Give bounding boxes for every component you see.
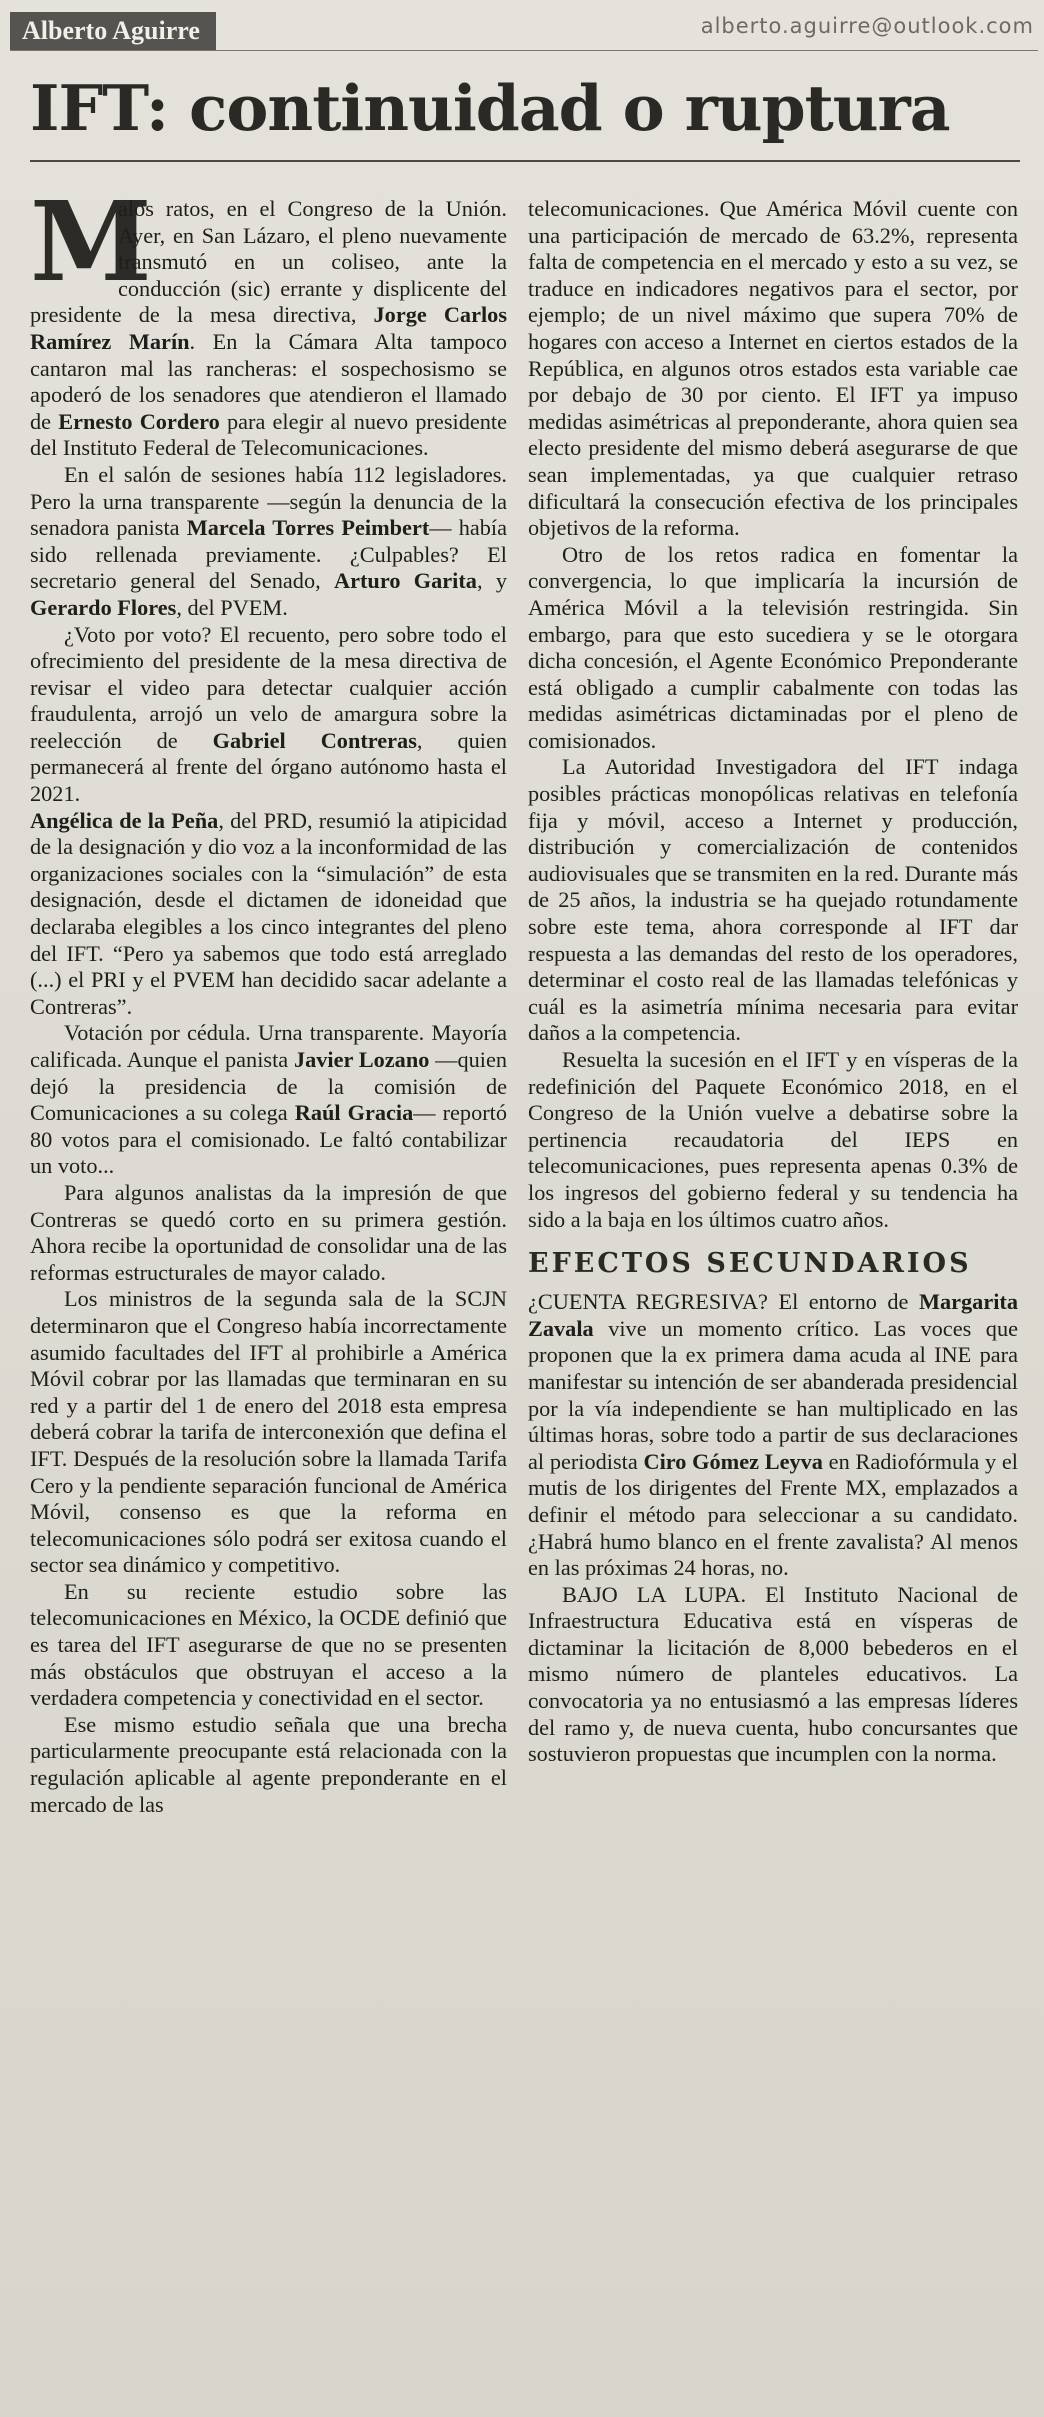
paragraph-15: BAJO LA LUPA. El Instituto Nacional de Infraestructura Educativa está en vísperas de dictaminar la licitación de 8,000 bebederos en el mismo número de planteles educativos. La convocatoria ya no entusiasmó a las empresas líderes del ramo y, de nueva cuenta, hubo concursantes que sostuvieron propuestas que incumplen con la norma. <box>528 1581 1018 1767</box>
person-name: Arturo Garita <box>334 568 477 594</box>
paragraph-3: ¿Voto por voto? El recuento, pero sobre todo el ofrecimiento del presidente de la mesa directiva de revisar el video para detectar cualquier acción fraudulenta, arrojó un velo de amargura sobre la reelección de Gabriel Contreras, quien permanecerá al frente del órgano autónomo hasta el 2021. <box>30 621 507 807</box>
paragraph-4: Angélica de la Peña, del PRD, resumió la atipicidad de la designación y dio voz a la inconformidad de las organizaciones sociales con la “simulación” de esta designación, desde el dictamen de idoneidad que declaraba elegibles a los cinco integrantes del pleno del IFT. “Pero ya sabemos que todo está arreglado (...) el PRI y el PVEM han decidido sacar adelante a Contreras”. <box>30 807 507 1019</box>
section-heading: EFECTOS SECUNDARIOS <box>528 1248 972 1280</box>
paragraph-2: En el salón de sesiones había 112 legisladores. Pero la urna transparente —según la denuncia de la senadora panista Marcela Torres Peimbert— había sido rellenada previamente. ¿Culpables? El secretario general del Senado, Arturo Garita, y Gerardo Flores, del PVEM. <box>30 461 507 620</box>
paragraph-14: ¿CUENTA REGRESIVA? El entorno de Margarita Zavala vive un momento crítico. Las voces que proponen que la ex primera dama acuda al INE para manifestar su intención de ser abanderada presidencial por la vía independiente se han multiplicado en las últimas horas, sobre todo a partir de sus declaraciones al periodista Ciro Gómez Leyva en Radiofórmula y el mutis de los dirigentes del Frente MX, emplazados a definir el método para seleccionar a su candidato. ¿Habrá humo blanco en el frente zavalista? Al menos en las próximas 24 horas, no. <box>528 1289 1018 1581</box>
author-name: Alberto Aguirre <box>10 12 216 50</box>
headline-rule <box>30 160 1020 162</box>
paragraph-12: La Autoridad Investigadora del IFT indaga posibles prácticas monopólicas relativas en telefonía fija y móvil, acceso a Internet y producción, distribución y comercialización de contenidos audiovisuales que se transmiten en la red. Durante más de 25 años, la industria se ha quejado rotundamente sobre este tema, ahora corresponde al IFT dar respuesta a las demandas del resto de los operadores, determinar el costo real de las llamadas telefónicas y cuál es la asimetría mínima necesaria para evitar daños a la competencia. <box>528 754 1018 1046</box>
person-name: Jorge Carlos Ramírez Marín <box>30 302 507 354</box>
paragraph-11: Otro de los retos radica en fomentar la convergencia, lo que implicaría la incursión de América Móvil a la televisión restringida. Sin embargo, para que esto sucediera y se le otorgara dicha concesión, el Agente Económico Preponderante está obligado a cumplir cabalmente con todas las medidas asimétricas dictaminadas por el pleno de comisionados. <box>528 541 1018 753</box>
person-name: Margarita Zavala <box>528 1289 1018 1341</box>
person-name: Javier Lozano <box>293 1047 430 1072</box>
paragraph-5: Votación por cédula. Urna transparente. Mayoría calificada. Aunque el panista Javier Lozano —quien dejó la presidencia de la comisión de Comunicaciones a su colega Raúl Gracia— reportó 80 votos para el comisionado. Le faltó contabilizar un voto... <box>30 1020 508 1179</box>
left-column <box>30 177 508 1818</box>
person-name: Marcela Torres Peimbert <box>186 515 430 541</box>
right-column <box>528 196 1018 1768</box>
person-name: Gerardo Flores <box>30 594 177 620</box>
person-name: Angélica de la Peña <box>30 807 219 833</box>
paragraph-13: Resuelta la sucesión en el IFT y en vísperas de la redefinición del Paquete Económico 2018, en el Congreso de la Unión vuelve a debatirse sobre la pertinencia recaudatoria del IEPS en telecomunicaciones, pues representa apenas 0.3% de los ingresos del gobierno federal y su tendencia ha sido a la baja en los últimos cuatro años. <box>528 1047 1018 1232</box>
paragraph-9: Ese mismo estudio señala que una brecha particularmente preocupante está relacionada con la regulación aplicable al agente preponderante en el mercado de las <box>30 1711 507 1817</box>
drop-cap: M <box>30 177 152 306</box>
paragraph-8: En su reciente estudio sobre las telecomunicaciones en México, la OCDE definió que es tarea del IFT asegurarse de que no se presenten más obstáculos que obstruyan el acceso a la verdadera competencia y conectividad en el sector. <box>30 1578 507 1711</box>
author-email[interactable]: alberto.aguirre@outlook.com <box>700 14 1034 38</box>
person-name: Ciro Gómez Leyva <box>643 1448 823 1474</box>
paragraph-7: Los ministros de la segunda sala de la SCJN determinaron que el Congreso había incorrectamente asumido facultades del IFT al prohibirle a América Móvil cobrar por las llamadas que terminaran en su red y a partir del 1 de enero del 2018 esta empresa deberá cobrar la tarifa de interconexión que defina el IFT. Después de la resolución sobre la llamada Tarifa Cero y la pendiente separación funcional de América Móvil, consenso es que la reforma en telecomunicaciones sólo podrá ser exitosa cuando el sector sea dinámico y competitivo. <box>30 1286 507 1578</box>
person-name: Gabriel Contreras <box>212 727 417 753</box>
person-name: Ernesto Cordero <box>58 408 220 434</box>
paragraph-6: Para algunos analistas da la impresión de que Contreras se quedó corto en su primera gestión. Ahora recibe la oportunidad de consolidar una de las reformas estructurales de mayor calado. <box>30 1179 507 1285</box>
headline: IFT: continuidad o ruptura <box>30 71 950 145</box>
paragraph-10: telecomunicaciones. Que América Móvil cuente con una participación de mercado de 63.2%, representa falta de competencia en el mercado y esto a su vez, se traduce en indicadores negativos para el sector, por ejemplo; de un nivel máximo que supera 70% de hogares con acceso a Internet en ciertos estados de la República, en algunos otros estados esta variable cae por debajo de 30 por ciento. El IFT ya impuso medidas asimétricas al preponderante, ahora quien sea electo presidente del mismo deberá asegurarse de que sean implementadas, ya que cualquier retraso dificultará la consecución efectiva de los principales objetivos de la reforma. <box>528 196 1018 541</box>
paragraph-1: M alos ratos, en el Congreso de la Unión. Ayer, en San Lázaro, el pleno nuevamente transmutó en un coliseo, ante la conducción (sic) errante y displicente del presidente de la mesa directiva, Jorge Carlos Ramírez Marín. En la Cámara Alta tampoco cantaron mal las rancheras: el sospechosismo se apoderó de los senadores que atendieron el llamado de Ernesto Cordero para elegir al nuevo presidente del Instituto Federal de Telecomunicaciones. <box>30 177 507 461</box>
person-name: Raúl Gracia <box>294 1100 414 1126</box>
column-header-bar <box>10 12 1038 51</box>
